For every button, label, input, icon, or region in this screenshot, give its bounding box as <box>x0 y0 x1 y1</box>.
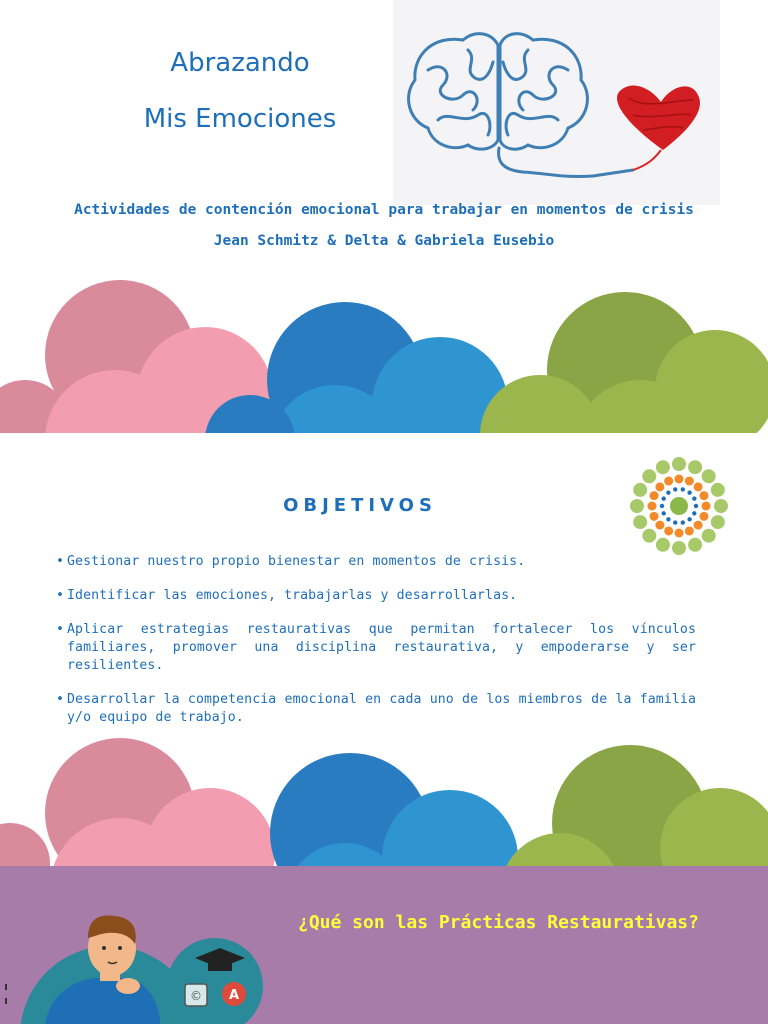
mandala-dot <box>699 512 708 521</box>
mandala-dot <box>681 520 685 524</box>
brain-heart-image <box>393 0 720 205</box>
authors: Jean Schmitz & Delta & Gabriela Eusebio <box>213 233 555 249</box>
mandala-dot <box>685 526 694 535</box>
mandala-dot <box>675 529 684 538</box>
mandala-dot <box>655 482 664 491</box>
mandala-dot <box>714 499 728 513</box>
section-heading: ¿Qué son las Prácticas Restaurativas? <box>298 912 699 933</box>
mandala-dot <box>711 515 725 529</box>
mandala-dot <box>687 517 691 521</box>
mandala-dot <box>655 521 664 530</box>
mandala-dot <box>650 491 659 500</box>
mandala-dot <box>694 521 703 530</box>
mandala-dot <box>633 515 647 529</box>
objectives-heading: OBJETIVOS <box>283 495 437 516</box>
mandala-dot <box>656 460 670 474</box>
list-item: • Aplicar estrategias restaurativas que permitan fortalecer los vínculos familiares, promover una disciplina restaurativa, y empoderarse y ser resilientes. <box>56 621 696 675</box>
mandala-dot <box>648 502 657 511</box>
title-line-2: Mis Emociones <box>143 104 337 134</box>
mandala-dot <box>664 477 673 486</box>
mandala-dot <box>661 511 665 515</box>
slide-objectives <box>0 433 768 866</box>
mandala-dot <box>692 496 696 500</box>
mandala-dot <box>711 483 725 497</box>
list-item: • Desarrollar la competencia emocional en cada uno de los miembros de la familia y/o equipo de trabajo. <box>56 691 696 727</box>
mandala-dot <box>656 538 670 552</box>
mandala-dot <box>633 483 647 497</box>
clouds-decoration <box>0 275 768 433</box>
mandala-dot <box>699 491 708 500</box>
mandala-dot <box>688 460 702 474</box>
mandala-dot <box>672 457 686 471</box>
mandala-dot <box>664 526 673 535</box>
mandala-dot <box>702 469 716 483</box>
mandala-dot <box>673 487 677 491</box>
mandala-dot <box>694 504 698 508</box>
slide-title <box>0 0 768 433</box>
mandala-dot <box>660 504 664 508</box>
mandala-dot <box>642 529 656 543</box>
clouds-decoration <box>0 728 768 866</box>
mandala-dot <box>702 502 711 511</box>
mandala-dot <box>692 511 696 515</box>
mandala-dot <box>661 496 665 500</box>
mandala-dot <box>694 482 703 491</box>
objectives-list <box>56 553 696 743</box>
mandala-dot <box>666 491 670 495</box>
list-item: • Gestionar nuestro propio bienestar en momentos de crisis. <box>56 553 696 571</box>
mandala-dot <box>642 469 656 483</box>
mandala-dot <box>630 499 644 513</box>
mandala-dot <box>681 487 685 491</box>
mandala-dot <box>687 491 691 495</box>
svg-text:A: A <box>229 988 240 1003</box>
svg-text:©: © <box>190 989 202 1003</box>
dotted-mandala-icon <box>628 455 730 557</box>
mandala-dot <box>685 477 694 486</box>
person-thinking-illustration <box>0 866 300 1024</box>
slide-restorative-practices <box>0 866 768 1024</box>
mandala-dot <box>702 529 716 543</box>
subtitle: Actividades de contención emocional para trabajar en momentos de crisis <box>74 202 694 218</box>
mandala-dot <box>688 538 702 552</box>
mandala-dot <box>673 520 677 524</box>
title-line-1: Abrazando <box>170 48 310 78</box>
mandala-dot <box>650 512 659 521</box>
list-item: • Identificar las emociones, trabajarlas y desarrollarlas. <box>56 587 696 605</box>
mandala-dot <box>675 475 684 484</box>
mandala-dot <box>666 517 670 521</box>
